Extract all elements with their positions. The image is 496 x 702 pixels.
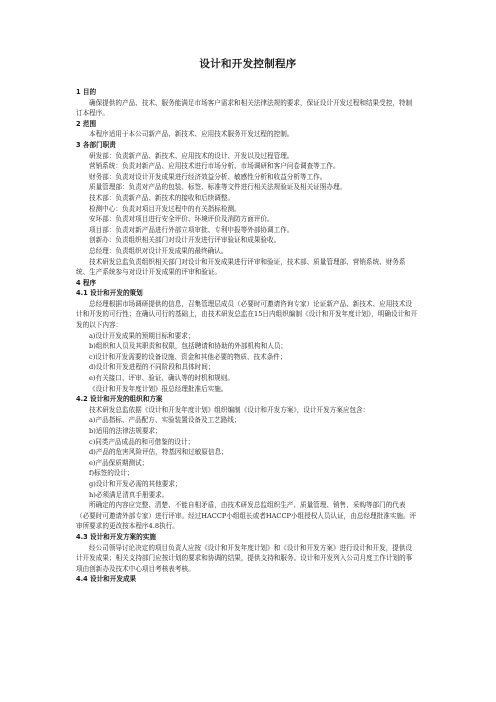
list-item: g)设计和开发必需的其他要求； (89, 479, 182, 488)
section-1-heading: 1 目的 (76, 88, 97, 96)
duty-item: 财务部：负责对设计开发成果进行经济效益分析、敏感性分析和收益分析等工作。 (89, 172, 327, 181)
duty-item: 技术部：负责新产品、新技术的接收和后续调整。 (89, 193, 235, 202)
section-4-1-intro: 总经理根据市场调研提供的信息，召集管理层成员（必要时可邀请咨询专家）论证新产品、新技术、应用技术设计和开发的可行性；在确认可行的基础上，由技术研发总监在15日内组织编制《设计和开发年度计划》，明确设计和开发的以下内容： (76, 299, 418, 330)
list-item: h)必须满足清真手册要求。 (89, 490, 169, 499)
duty-item: 研发部：负责新产品、新技术、应用技术的设计、开发以及过程管理。 (89, 151, 294, 160)
section-2-heading: 2 范围 (76, 119, 97, 128)
list-item: a)设计开发成果的预期目标和要求； (89, 331, 195, 340)
document-body (76, 87, 418, 585)
section-2-text: 本程序适用于本公司新产品、新技术、应用技术服务开发过程的控制。 (89, 130, 294, 139)
list-item: f)标签的设计； (89, 469, 134, 478)
section-4-2-heading: 4.2 设计和开发的组织和方案 (76, 395, 163, 404)
list-item: e)产品保质期测试； (89, 458, 149, 467)
duty-item: 营销系统：负责对新产品、应用技术进行市场分析、市场调研和客户问卷调查等工作。 (89, 162, 340, 171)
section-3-summary: 技术研发总监负责组织相关部门对设计和开发成果进行评审和验证，技术部、质量管理部、营销系统、财务系统、生产系统参与对设计开发成果的评审和验证。 (76, 257, 406, 277)
list-item: b)组织和人员及其职责和权限，包括聘请和协助的外部机构和人员； (89, 342, 288, 351)
section-4-3-heading: 4.3 设计和开发方案的实施 (76, 532, 156, 541)
list-item: c)设计和开发需要的设备设施、资金和其他必要的物质、技术条件； (89, 352, 287, 361)
section-4-1-tail: 《设计和开发年度计划》报总经理批准后实施。 (89, 384, 228, 393)
duty-item: 质量管理部：负责对产品的包装、标签、标准等文件进行相关法规验证及相关证照办理。 (89, 183, 347, 192)
list-item: b)适用的法律法规要求； (89, 427, 162, 435)
duty-item: 检测中心：负责对项目开发过程中的有关指标检测。 (89, 204, 241, 213)
section-4-1-heading: 4.1 设计和开发的策划 (76, 289, 143, 298)
list-item: d)产品的危害风险评估，特基因和过敏原信息； (89, 448, 228, 457)
duty-item: 项目部：负责对新产品进行外部立项审批、专利申报等外部协调工作。 (89, 225, 294, 234)
duty-item: 创新办：负责组织相关部门对设计开发进行评审验证和成果验收。 (89, 236, 281, 245)
duty-item: 安环部：负责对项目进行安全评价、环境评价及消防方面评价。 (89, 215, 274, 224)
section-4-heading: 4 程序 (76, 278, 97, 287)
list-item: c)同类产品成品的和可借鉴的设计； (89, 437, 195, 446)
list-item: d)设计和开发进程的不同阶段和具体时间； (89, 363, 215, 372)
section-4-2-tail: 所确定的内容应完整、清楚、不能自相矛盾，由技术研发总监组织生产、质量管理、销售、采购等部门的代表（必要时可邀请外部专家）进行评审。经过HACCP小组组长或者HACCP小组授权人员认证，由总经理批准实施。评审所要求的更改按本程序4.8执行。 (76, 501, 417, 531)
section-1-text: 确保提供的产品、技术、服务能满足市场客户需求和相关法律法规的要求，保证设计开发过程和结果受控，特制订本程序。 (76, 98, 413, 118)
document-title: 设计和开发控制程序 (199, 58, 297, 70)
section-4-3-text: 经公司领导讨论决定的项目负责人应按《设计和开发年度计划》和《设计和开发方案》进行设计和开发，提供设计开发成果；相关支持部门应按计划的要求和协调的结果，提供支持和服务。设计和开发列入公司月度工作计划的事项由创新办及技术中心项目考核表考核。 (76, 543, 413, 573)
section-3-heading: 3 各部门职责 (76, 140, 116, 149)
section-4-2-intro: 技术研发总监依据《设计和开发年度计划》组织编制《设计和开发方案》，设计开发方案应包含： (89, 405, 370, 414)
duty-item: 总经理：负责组织对设计开发成果的最终确认。 (89, 246, 228, 255)
list-item: a)产品指标、产品配方、实验装置设备及工艺路线； (89, 416, 241, 425)
list-item: e)有关接口、评审、验证、确认等的时机和规则。 (89, 374, 234, 383)
section-4-4-heading: 4.4 设计和开发成果 (76, 575, 137, 584)
